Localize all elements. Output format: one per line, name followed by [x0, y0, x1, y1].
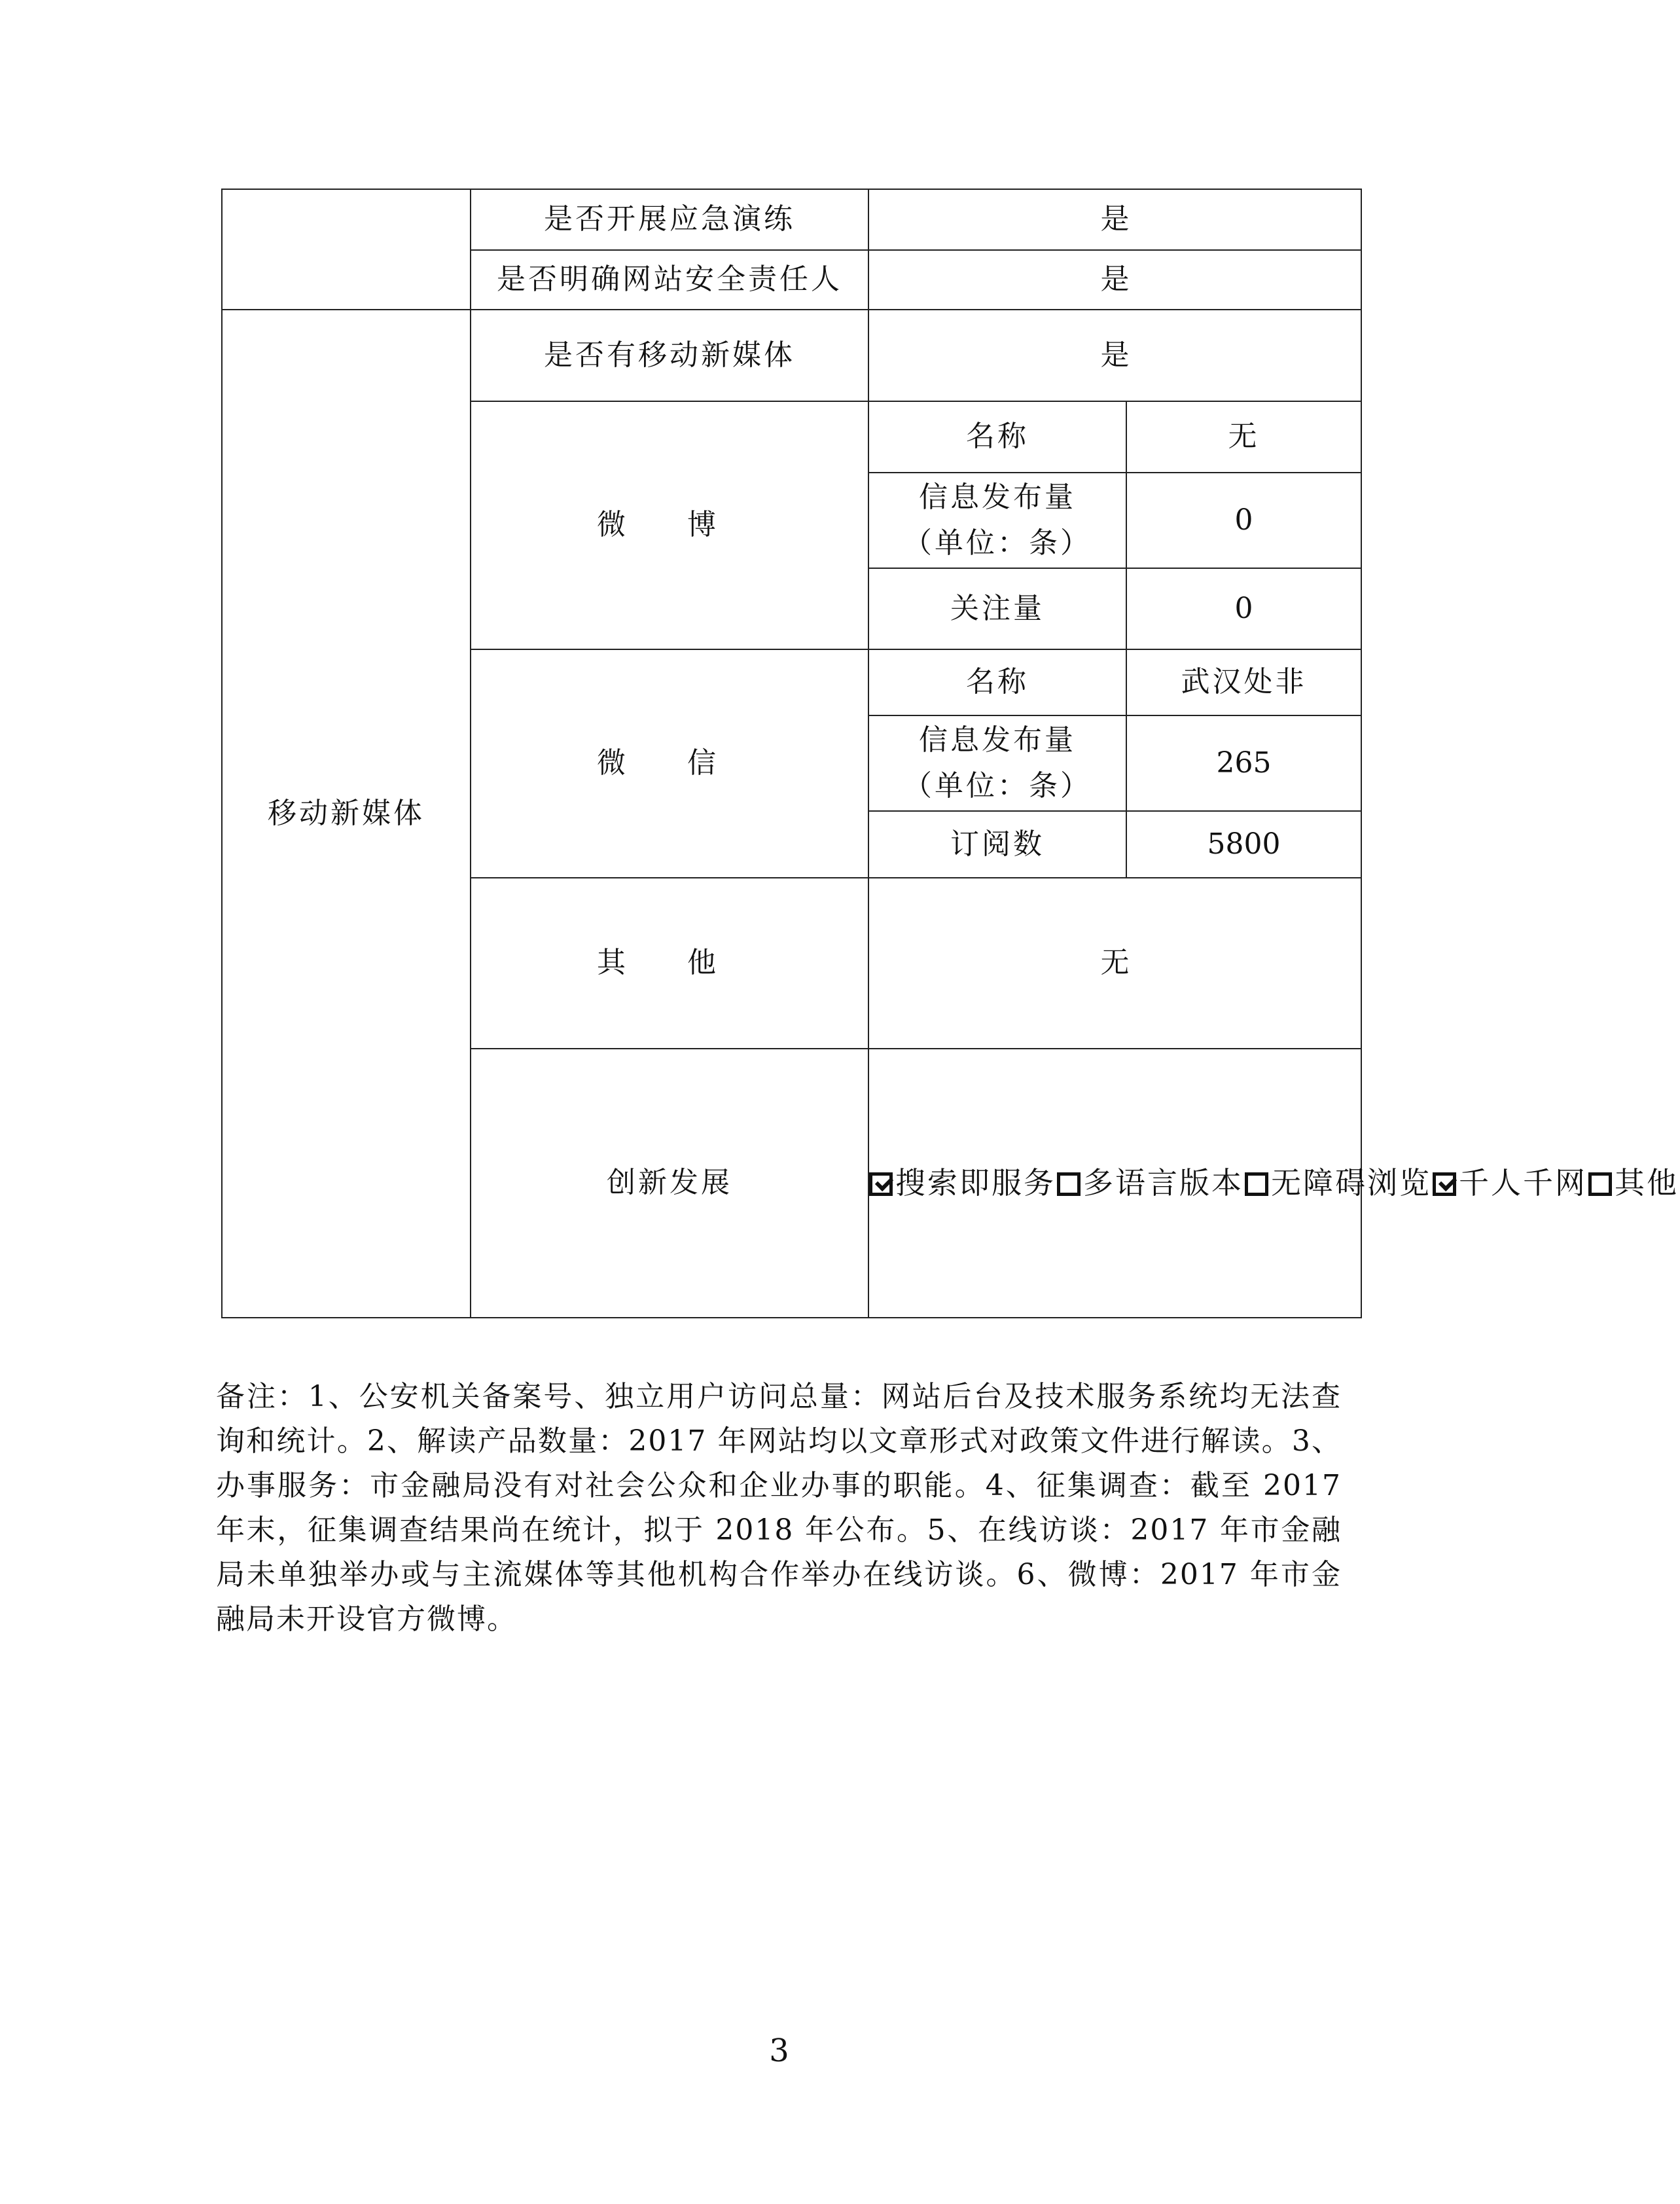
footnote: 备注：1、公安机关备案号、独立用户访问总量：网站后台及技术服务系统均无法查询和统计。2、解读产品数量：2017 年网站均以文章形式对政策文件进行解读。3、办事服务：市金融局没有对社会公众和企业办事的职能。4、征集调查：截至 2017 年末，征集调查结果尚在统计，拟于 2018 年公布。5、在线访谈：2017 年市金融局未单独举办或与主流媒体等其他机构合作举办在线访谈。6、微博：2017 年市金融局未开设官方微博。 — [216, 1380, 1342, 1636]
drill-value: 是 — [868, 189, 1361, 250]
wechat-label: 微 信 — [471, 649, 868, 878]
innovation-option-label: 其他 — [1615, 1165, 1679, 1201]
innovation-label: 创新发展 — [471, 1049, 868, 1318]
wechat-publish-label-line2: （单位：条） — [903, 769, 1092, 803]
innovation-option-label: 多语言版本 — [1083, 1165, 1243, 1201]
wechat-subscribe-value: 5800 — [1126, 811, 1361, 878]
has-mobile-value: 是 — [868, 310, 1361, 401]
wechat-subscribe-label: 订阅数 — [868, 811, 1126, 878]
empty-section-cell — [222, 189, 471, 310]
innovation-option-label: 无障碍浏览 — [1271, 1165, 1431, 1201]
weibo-name-value: 无 — [1126, 401, 1361, 473]
wechat-name-label: 名称 — [868, 649, 1126, 715]
innovation-option-label: 千人千网 — [1459, 1165, 1587, 1201]
has-mobile-label: 是否有移动新媒体 — [471, 310, 868, 401]
wechat-publish-label-line1: 信息发布量 — [919, 723, 1076, 757]
innovation-checkbox[interactable] — [1245, 1172, 1268, 1196]
wechat-publish-label — [868, 715, 1126, 811]
innovation-checkbox[interactable] — [1588, 1172, 1612, 1196]
wechat-publish-value: 265 — [1126, 715, 1361, 811]
statistics-table — [221, 189, 1679, 1318]
weibo-publish-label — [868, 473, 1126, 568]
weibo-name-label: 名称 — [868, 401, 1126, 473]
weibo-publish-value: 0 — [1126, 473, 1361, 568]
weibo-follow-label: 关注量 — [868, 568, 1126, 649]
weibo-label: 微 博 — [471, 401, 868, 649]
weibo-publish-label-line1: 信息发布量 — [919, 480, 1076, 514]
wechat-name-value: 武汉处非 — [1126, 649, 1361, 715]
security-owner-value: 是 — [868, 250, 1361, 310]
security-owner-label: 是否明确网站安全责任人 — [471, 250, 868, 310]
innovation-checkbox[interactable] — [1433, 1172, 1456, 1196]
page-number: 3 — [769, 2032, 789, 2069]
other-value: 无 — [868, 878, 1361, 1049]
weibo-publish-label-line2: （单位：条） — [903, 526, 1092, 560]
other-label: 其 他 — [471, 878, 868, 1049]
innovation-option-list — [869, 1165, 1680, 1201]
mobile-section-label: 移动新媒体 — [222, 310, 471, 1318]
drill-label: 是否开展应急演练 — [471, 189, 868, 250]
innovation-checkbox[interactable] — [869, 1172, 893, 1196]
innovation-checkbox[interactable] — [1057, 1172, 1081, 1196]
weibo-follow-value: 0 — [1126, 568, 1361, 649]
innovation-option-label: 搜索即服务 — [895, 1165, 1056, 1201]
innovation-options — [868, 1049, 1679, 1318]
